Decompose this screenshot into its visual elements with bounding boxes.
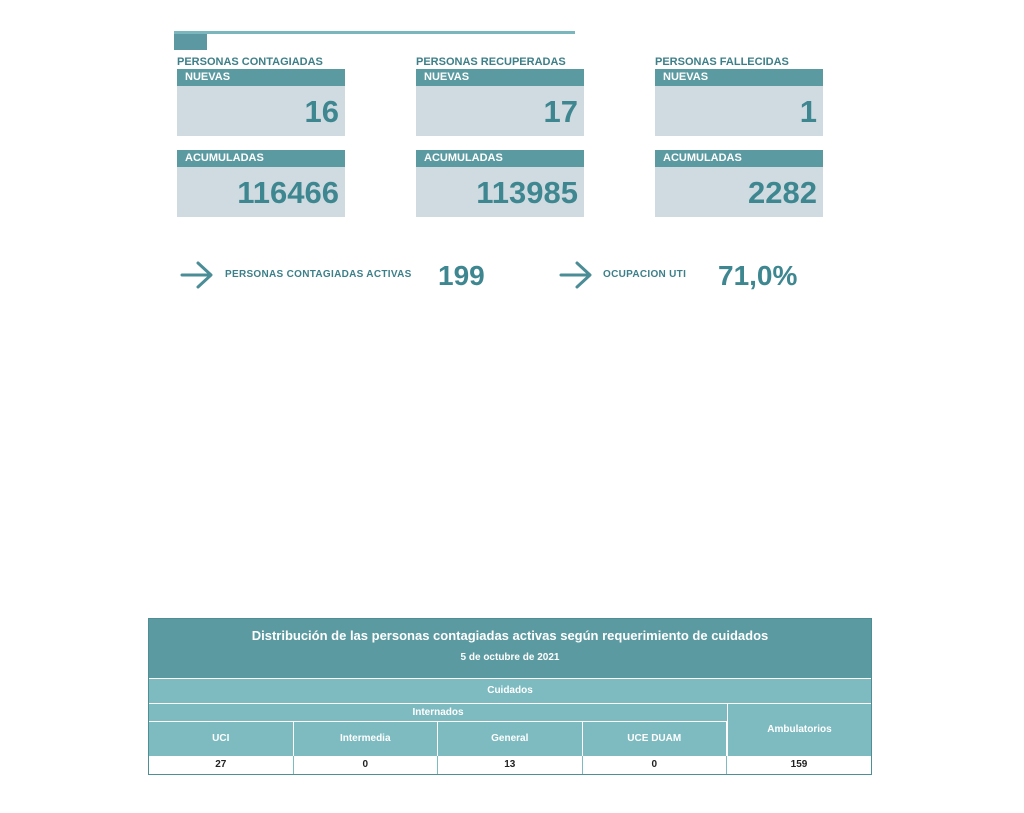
column-uci: UCI xyxy=(149,722,294,756)
recuperadas-panel xyxy=(416,55,584,217)
recuperadas-nuevas-header: NUEVAS xyxy=(416,69,584,86)
value-uce-duam: 0 xyxy=(583,756,728,774)
contagiadas-acumuladas-value: 116466 xyxy=(177,167,345,217)
uti-value: 71,0% xyxy=(718,260,798,291)
value-general: 13 xyxy=(438,756,583,774)
fallecidas-nuevas-value: 1 xyxy=(655,86,823,136)
internados-header: Internados xyxy=(149,704,727,722)
contagiadas-panel xyxy=(177,55,345,217)
activas-value: 199 xyxy=(438,260,485,291)
uti-label: OCUPACION UTI xyxy=(603,269,687,280)
value-intermedia: 0 xyxy=(294,756,439,774)
fallecidas-panel xyxy=(655,55,823,217)
recuperadas-acumuladas-header: ACUMULADAS xyxy=(416,150,584,167)
activas-label: PERSONAS CONTAGIADAS ACTIVAS xyxy=(225,269,412,280)
recuperadas-title: PERSONAS RECUPERADAS xyxy=(416,56,566,68)
care-distribution-table xyxy=(148,618,872,775)
table-subheader xyxy=(149,703,871,756)
arrow-right-icon xyxy=(180,260,214,290)
fallecidas-title: PERSONAS FALLECIDAS xyxy=(655,56,789,68)
top-accent-line xyxy=(174,31,575,34)
value-ambulatorios: 159 xyxy=(790,759,808,770)
table-header xyxy=(149,619,871,678)
contagiadas-nuevas-value: 16 xyxy=(177,86,345,136)
table-date: 5 de octubre de 2021 xyxy=(460,652,560,663)
column-general: General xyxy=(438,722,583,756)
contagiadas-acumuladas-header: ACUMULADAS xyxy=(177,150,345,167)
table-row xyxy=(149,756,871,774)
contagiadas-title: PERSONAS CONTAGIADAS xyxy=(177,56,323,68)
column-uce-duam: UCE DUAM xyxy=(583,722,728,756)
column-ambulatorios: Ambulatorios xyxy=(727,704,871,756)
top-accent-block xyxy=(174,34,207,50)
value-uci: 27 xyxy=(149,756,294,774)
arrow-right-icon xyxy=(559,260,593,290)
contagiadas-nuevas-header: NUEVAS xyxy=(177,69,345,86)
fallecidas-acumuladas-header: ACUMULADAS xyxy=(655,150,823,167)
column-intermedia: Intermedia xyxy=(294,722,439,756)
table-title: Distribución de las personas contagiadas activas según requerimiento de cuidados xyxy=(251,628,769,643)
recuperadas-nuevas-value: 17 xyxy=(416,86,584,136)
recuperadas-acumuladas-value: 113985 xyxy=(416,167,584,217)
internados-group xyxy=(149,704,727,756)
fallecidas-nuevas-header: NUEVAS xyxy=(655,69,823,86)
fallecidas-acumuladas-value: 2282 xyxy=(655,167,823,217)
cuidados-header: Cuidados xyxy=(149,678,871,703)
